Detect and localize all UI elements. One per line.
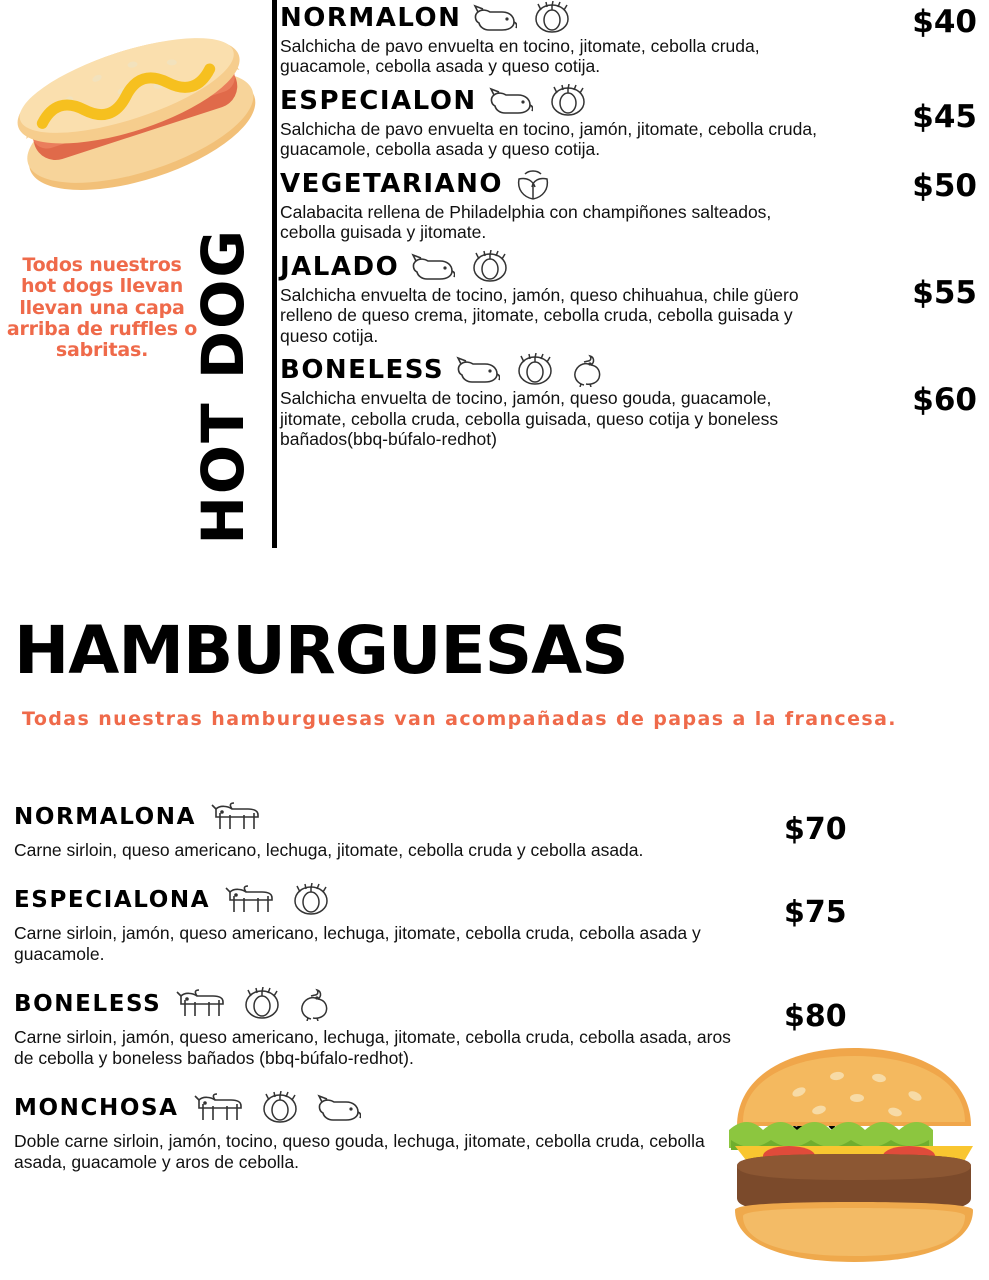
turkey-icon: [259, 1091, 301, 1125]
menu-item: [280, 83, 989, 160]
menu-item-icons: [471, 1, 573, 35]
menu-item-name: NORMALON: [280, 3, 462, 33]
menu-item-icons: [487, 84, 589, 118]
menu-item-price: $60: [912, 382, 977, 419]
menu-item-description: Carne sirloin, jamón, queso americano, lechuga, jitomate, cebolla cruda, cebolla asada y guacamole.: [14, 923, 701, 964]
cow-icon: [224, 884, 276, 916]
menu-item-description: Carne sirloin, queso americano, lechuga, jitomate, cebolla cruda y cebolla asada.: [14, 840, 644, 860]
menu-item-name: ESPECIALONA: [14, 887, 211, 913]
menu-item-description: Salchicha de pavo envuelta en tocino, jitomate, cebolla cruda, guacamole, cebolla asada y queso cotija.: [280, 36, 760, 77]
turkey-icon: [469, 250, 511, 284]
menu-item-header: [280, 352, 989, 388]
menu-item-description: Salchicha envuelta de tocino, jamón, queso chihuahua, chile güero relleno de queso crema, jitomate, cebolla cruda, cebolla guisada y queso cotija.: [280, 284, 799, 346]
menu-item-icons: [193, 1091, 361, 1125]
hotdog-photo: [6, 0, 266, 234]
burgers-subtitle: Todas nuestras hamburguesas van acompañadas de papas a la francesa.: [22, 708, 897, 730]
menu-item-name: BONELESS: [14, 991, 162, 1017]
menu-item-name: BONELESS: [280, 355, 445, 386]
menu-item-price: $40: [912, 4, 977, 40]
hotdog-section: [0, 0, 989, 600]
menu-item-icons: [175, 987, 333, 1021]
hotdog-section-title: HOT DOG: [189, 228, 257, 545]
menu-item-name: JALADO: [280, 251, 400, 282]
chicken-icon: [297, 987, 333, 1021]
menu-item: [14, 883, 989, 965]
menu-item-description: Carne sirloin, jamón, queso americano, lechuga, jitomate, cebolla cruda, cebolla asada, aros de cebolla y boneless bañados (bbq-búfalo-redhot).: [14, 1027, 731, 1068]
menu-item-price: $70: [784, 812, 847, 847]
menu-item-description: Salchicha de pavo envuelta en tocino, jamón, jitomate, cebolla cruda, guacamole, cebolla asada y queso cotija.: [280, 118, 817, 160]
menu-item: [280, 249, 989, 346]
chicken-icon: [570, 353, 606, 387]
turkey-icon: [514, 353, 556, 387]
menu-item: [14, 800, 989, 861]
burgers-section-title: HAMBURGUESAS: [14, 612, 628, 689]
cow-icon: [210, 801, 262, 833]
turkey-icon: [531, 1, 573, 35]
menu-item-price: $50: [912, 167, 977, 204]
menu-item: [280, 0, 989, 77]
menu-item: [280, 352, 989, 449]
turkey-icon: [241, 987, 283, 1021]
pig-icon: [454, 355, 500, 385]
menu-item-header: [280, 166, 989, 202]
menu-item: [280, 166, 989, 243]
vertical-divider: [272, 0, 277, 548]
pig-icon: [409, 252, 455, 282]
menu-item-price: $75: [784, 895, 847, 930]
menu-item-icons: [224, 883, 332, 917]
menu-item-name: VEGETARIANO: [280, 168, 504, 199]
menu-item-icons: [513, 167, 553, 201]
menu-item-description: Doble carne sirloin, jamón, tocino, queso gouda, lechuga, jitomate, cebolla cruda, cebolla asada, guacamole y aros de cebolla.: [14, 1131, 705, 1172]
menu-item-price: $55: [912, 274, 977, 311]
menu-item-icons: [409, 250, 511, 284]
turkey-icon: [290, 883, 332, 917]
menu-item-description: Calabacita rellena de Philadelphia con champiñones salteados, cebolla guisada y jitomate.: [280, 201, 772, 243]
menu-item-price: $80: [784, 999, 847, 1034]
menu-item-icons: [454, 353, 606, 387]
menu-item-name: MONCHOSA: [14, 1095, 179, 1121]
menu-item-description: Salchicha envuelta de tocino, jamón, queso gouda, guacamole, jitomate, cebolla cruda, cebolla guisada, queso cotija y boneless bañados(bbq-búfalo-redhot): [280, 388, 779, 450]
hamburger-photo: [719, 1030, 989, 1280]
turkey-icon: [547, 84, 589, 118]
menu-item-header: [280, 249, 989, 285]
menu-item-name: NORMALONA: [14, 804, 197, 830]
pig-icon: [487, 86, 533, 116]
lettuce-icon: [513, 167, 553, 201]
menu-item-icons: [210, 801, 262, 833]
menu-item-name: ESPECIALON: [280, 85, 477, 116]
cow-icon: [175, 988, 227, 1020]
menu-item-price: $45: [912, 98, 977, 135]
pig-icon: [315, 1093, 361, 1123]
menu-item-header: [280, 83, 989, 119]
cow-icon: [193, 1092, 245, 1124]
hotdog-note: Todos nuestros hot dogs llevan llevan una capa arriba de ruffles o sabritas.: [6, 254, 198, 362]
menu-item-header: [280, 0, 989, 36]
pig-icon: [471, 3, 517, 33]
hotdog-item-list: [280, 0, 989, 456]
